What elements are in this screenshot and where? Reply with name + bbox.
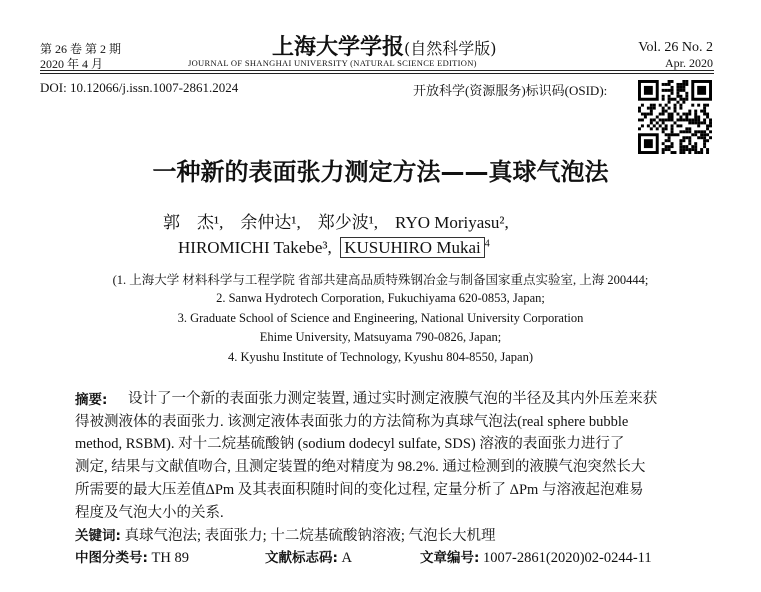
volume-en: Vol. 26 No. 2 [638,40,713,55]
abstract-line: 所需要的最大压差值ΔPm 及其表面积随时间的变化过程, 定量分析了 ΔPm 与溶液起泡难易 [75,482,644,498]
date-cn: 2020 年 4 月 [40,57,104,71]
qr-code [638,80,712,154]
journal-logo: 上海大学学报(自然科学版) [272,34,497,60]
highlighted-author: KUSUHIRO Mukai [340,237,484,258]
abstract-line: 测定, 结果与文献值吻合, 且测定装置的绝对精度为 98.2%. 通过检测到的液膜气泡突然长大 [75,459,646,475]
paper-title: 一种新的表面张力测定方法——真球气泡法 [152,158,609,186]
volume-cn: 第 26 卷 第 2 期 [40,42,122,56]
doi: DOI: 10.12066/j.issn.1007-2861.2024 [40,80,239,95]
abstract-line: method, RSBM). 对十二烷基硫酸钠 (sodium dodecyl sulfate, SDS) 溶液的表面张力进行了 [75,436,625,452]
affiliation: 4. Kyushu Institute of Technology, Kyushu 804-8550, Japan) [228,350,533,364]
abstract-line: 得被测液体的表面张力. 该测定液体表面张力的方法简称为真球气泡法(real sphere bubble [75,414,629,430]
authors-line-2: HIROMICHI Takebe³, KUSUHIRO Mukai $^4$ [178,238,490,257]
affiliation: (1. 上海大学 材料科学与工程学院 省部共建高品质特殊钢冶金与制备国家重点实验室, 上海 200444; [112,273,649,287]
date-en: Apr. 2020 [665,56,713,70]
abstract-line: 程度及气泡大小的关系. [75,505,224,521]
authors-line-1: 郭 杰¹, 余仲达¹, 郑少波¹, RYO Moriyasu², [163,213,509,232]
affiliation: Ehime University, Matsuyama 790-0826, Japan; [259,330,502,344]
article-number: 文章编号: 1007-2861(2020)02-0244-11 [420,550,652,566]
header-rule [40,70,714,71]
abstract-line: 设计了一个新的表面张力测定装置, 通过实时测定液膜气泡的半径及其内外压差来获 [128,391,658,407]
document-code: 文献标志码: A [265,550,353,566]
clc-number: 中图分类号: TH 89 [75,550,189,566]
osid-label: 开放科学(资源服务)标识码(OSID): [413,83,608,98]
affiliation: 2. Sanwa Hydrotech Corporation, Fukuchiyama 620-0853, Japan; [216,291,545,305]
keywords: 关键词: 真球气泡法; 表面张力; 十二烷基硫酸钠溶液; 气泡长大机理 [75,528,496,544]
header-rule [40,73,714,74]
abstract-label: 摘要: [75,392,108,408]
journal-name-en: JOURNAL OF SHANGHAI UNIVERSITY (NATURAL SCIENCE EDITION) [188,58,477,68]
affiliation: 3. Graduate School of Science and Engineering, National University Corporation [177,311,584,325]
